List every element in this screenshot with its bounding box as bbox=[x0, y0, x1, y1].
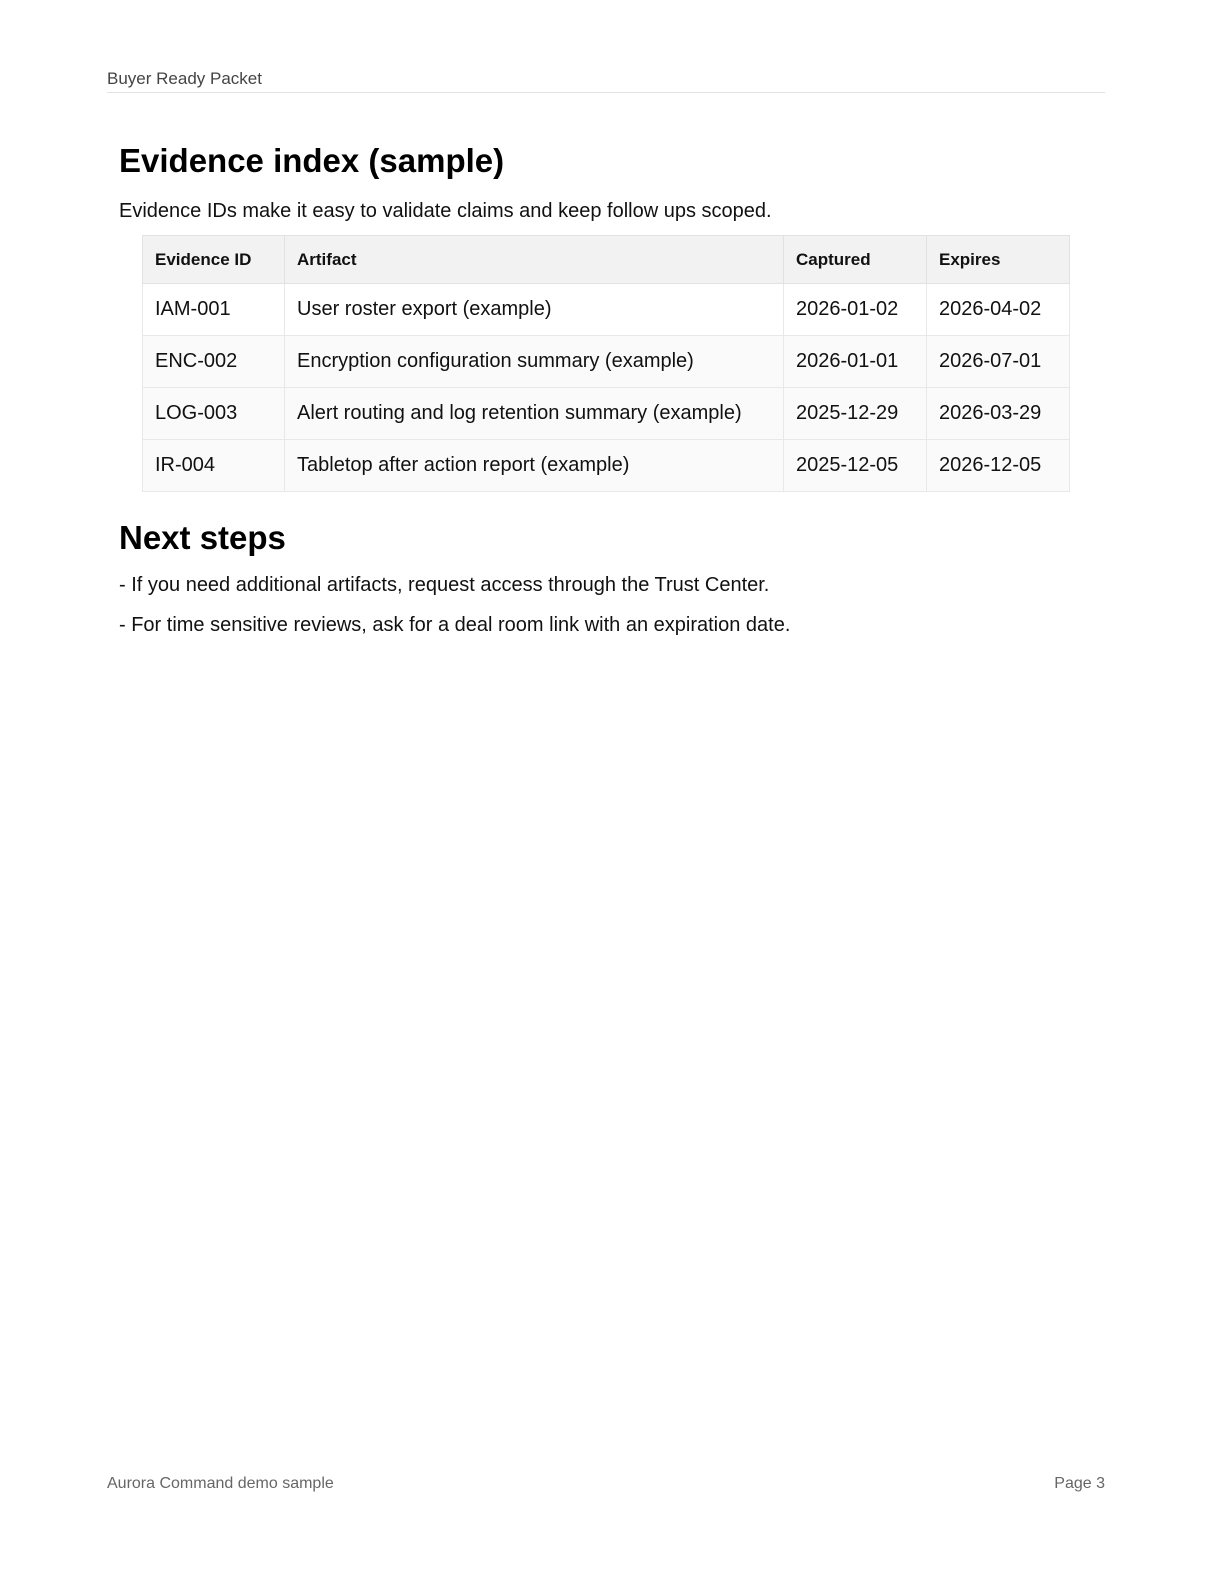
cell-evidence-id: IR-004 bbox=[143, 440, 285, 492]
footer-page-number: Page 3 bbox=[1054, 1475, 1105, 1492]
cell-captured: 2025-12-29 bbox=[784, 388, 927, 440]
evidence-table bbox=[142, 235, 1070, 492]
cell-captured: 2026-01-02 bbox=[784, 284, 927, 336]
cell-captured: 2025-12-05 bbox=[784, 440, 927, 492]
cell-expires: 2026-04-02 bbox=[927, 284, 1070, 336]
cell-evidence-id: ENC-002 bbox=[143, 336, 285, 388]
evidence-heading: Evidence index (sample) bbox=[119, 142, 505, 179]
list-item: - For time sensitive reviews, ask for a deal room link with an expiration date. bbox=[119, 614, 791, 636]
next-steps-heading: Next steps bbox=[119, 519, 286, 556]
document-title: Buyer Ready Packet bbox=[107, 69, 262, 88]
cell-captured: 2026-01-01 bbox=[784, 336, 927, 388]
table-row bbox=[143, 336, 1070, 388]
footer-doc-label: Aurora Command demo sample bbox=[107, 1475, 334, 1492]
cell-artifact: Alert routing and log retention summary (example) bbox=[285, 388, 784, 440]
table-row bbox=[143, 388, 1070, 440]
cell-evidence-id: LOG-003 bbox=[143, 388, 285, 440]
cell-expires: 2026-12-05 bbox=[927, 440, 1070, 492]
cell-artifact: User roster export (example) bbox=[285, 284, 784, 336]
cell-expires: 2026-07-01 bbox=[927, 336, 1070, 388]
page-header bbox=[107, 68, 1105, 93]
cell-artifact: Encryption configuration summary (example) bbox=[285, 336, 784, 388]
column-header-expires: Expires bbox=[927, 236, 1070, 284]
column-header-artifact: Artifact bbox=[285, 236, 784, 284]
list-item: - If you need additional artifacts, request access through the Trust Center. bbox=[119, 574, 770, 596]
table-header-row bbox=[143, 236, 1070, 284]
next-steps-list bbox=[119, 572, 1079, 638]
evidence-intro: Evidence IDs make it easy to validate claims and keep follow ups scoped. bbox=[119, 200, 772, 222]
table-row bbox=[143, 284, 1070, 336]
page-content bbox=[119, 140, 1079, 652]
cell-artifact: Tabletop after action report (example) bbox=[285, 440, 784, 492]
table-row bbox=[143, 440, 1070, 492]
column-header-evidence-id: Evidence ID bbox=[143, 236, 285, 284]
cell-evidence-id: IAM-001 bbox=[143, 284, 285, 336]
column-header-captured: Captured bbox=[784, 236, 927, 284]
cell-expires: 2026-03-29 bbox=[927, 388, 1070, 440]
